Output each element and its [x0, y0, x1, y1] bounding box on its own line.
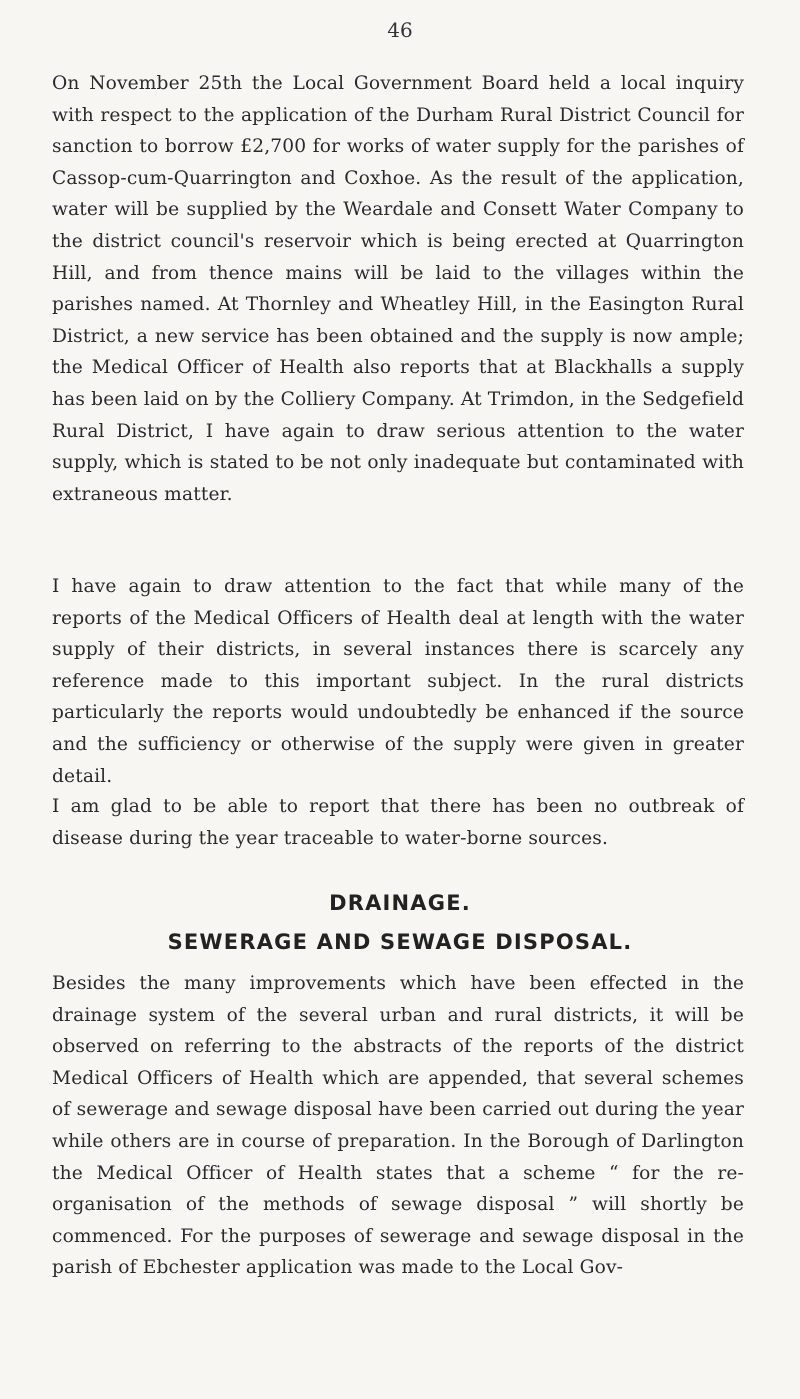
paragraph-water-supply-inquiry	[52, 68, 744, 510]
paragraph-text: On November 25th the Local Government Board held a local inquiry with respect to the application of the Durham Rural District Council for sanction to borrow £2,700 for works of water supply for the parishes of Cassop-cum-Quarrington and Coxhoe. As the result of the application, water will be supplied by the Weardale and Consett Water Company to the district council's reservoir which is being erected at Quarrington Hill, and from thence mains will be laid to the villages within the parishes named. At Thornley and Wheatley Hill, in the Easington Rural District, a new service has been obtained and the supply is now ample; the Medical Officer of Health also reports that at Blackhalls a supply has been laid on by the Colliery Company. At Trimdon, in the Sedgefield Rural District, I have again to draw serious attention to the water supply, which is stated to be not only inadequate but contaminated with extraneous matter.	[52, 73, 744, 505]
section-heading-drainage: DRAINAGE.	[329, 891, 471, 915]
paragraph-reports-reference	[52, 571, 744, 792]
paragraph-text: I have again to draw attention to the fact that while many of the reports of the Medical Officers of Health deal at length with the water supply of their districts, in several instances there is scarcely any reference made to this important subject. In the rural districts particularly the reports would undoubtedly be enhanced if the source and the sufficiency or otherwise of the supply were given in greater detail.	[52, 576, 744, 787]
section-heading-sewerage: SEWERAGE AND SEWAGE DISPOSAL.	[167, 930, 633, 954]
paragraph-no-outbreak	[52, 791, 744, 854]
paragraph-sewerage-schemes	[52, 968, 744, 1284]
paragraph-text: I am glad to be able to report that there has been no outbreak of disease during the year traceable to water-borne sources.	[52, 796, 744, 849]
page-number: 46	[387, 18, 413, 42]
paragraph-text: Besides the many improvements which have been effected in the drainage system of the several urban and rural districts, it will be observed on referring to the abstracts of the reports of the district Medical Officers of Health which are appended, that several schemes of sewerage and sewage disposal have been carried out during the year while others are in course of preparation. In the Borough of Darlington the Medical Officer of Health states that a scheme “ for the re-organisation of the methods of sewage disposal ” will shortly be commenced. For the purposes of sewerage and sewage disposal in the parish of Ebchester application was made to the Local Gov-	[52, 973, 744, 1279]
